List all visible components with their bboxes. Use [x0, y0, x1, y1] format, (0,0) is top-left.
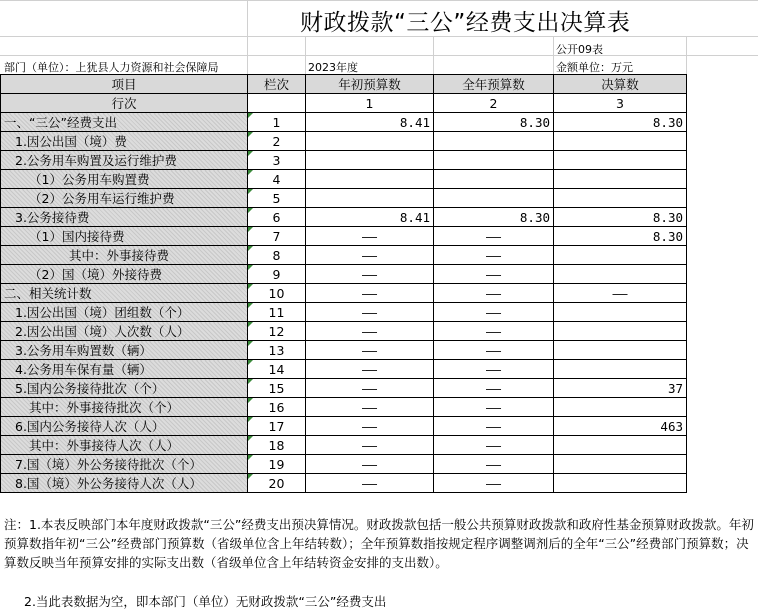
row-budget-full: ——	[434, 360, 554, 379]
row-item-label: （1）公务用车购置费	[1, 170, 248, 189]
form-number: 公开09表	[556, 43, 603, 56]
table-row	[1, 474, 758, 493]
row-number: 10	[248, 284, 306, 303]
row-budget-initial: ——	[306, 379, 434, 398]
table-row	[1, 227, 758, 246]
row-number: 12	[248, 322, 306, 341]
row-budget-initial: ——	[306, 341, 434, 360]
row-number: 5	[248, 189, 306, 208]
row-budget-full: ——	[434, 246, 554, 265]
note-2: 2.当此表数据为空，即本部门（单位）无财政拨款“三公”经费支出	[24, 594, 387, 609]
row-budget-initial: ——	[306, 417, 434, 436]
spacer-cell	[687, 379, 758, 398]
row-budget-full: ——	[434, 455, 554, 474]
spacer-cell	[687, 341, 758, 360]
row-number: 16	[248, 398, 306, 417]
row-budget-initial: 8.41	[306, 208, 434, 227]
table-row	[1, 246, 758, 265]
department-label: 部门（单位）：上犹县人力资源和社会保障局	[4, 61, 219, 74]
table-row	[1, 360, 758, 379]
row-item-label: （2）国（境）外接待费	[1, 265, 248, 284]
table-row	[1, 113, 758, 132]
row-final: 8.30	[554, 227, 687, 246]
table-row	[1, 208, 758, 227]
row-number: 7	[248, 227, 306, 246]
row-final	[554, 436, 687, 455]
spacer-cell	[687, 113, 758, 132]
table-row	[1, 341, 758, 360]
spacer-cell	[687, 189, 758, 208]
table-row	[1, 436, 758, 455]
row-budget-initial: ——	[306, 227, 434, 246]
fiscal-year: 2023年度	[308, 61, 358, 74]
row-item-label: 2.因公出国（境）人次数（人）	[1, 322, 248, 341]
amount-unit: 金额单位：万元	[556, 61, 633, 74]
row-item-label: 7.国（境）外公务接待批次（个）	[1, 455, 248, 474]
row-budget-full	[434, 189, 554, 208]
header-final: 决算数	[554, 75, 687, 94]
row-budget-full: ——	[434, 398, 554, 417]
row-budget-initial	[306, 189, 434, 208]
row-budget-initial: ——	[306, 360, 434, 379]
row-item-label: 其中：外事接待人次（人）	[1, 436, 248, 455]
row-number: 9	[248, 265, 306, 284]
table-row	[1, 284, 758, 303]
row-budget-initial: ——	[306, 303, 434, 322]
row-budget-full: 8.30	[434, 113, 554, 132]
table-row	[1, 398, 758, 417]
row-item-label: （1）国内接待费	[1, 227, 248, 246]
row-item-label: 二、相关统计数	[1, 284, 248, 303]
row-budget-initial: ——	[306, 398, 434, 417]
spacer-cell	[687, 455, 758, 474]
row-final	[554, 455, 687, 474]
row-index-blank	[248, 94, 306, 113]
row-final	[554, 246, 687, 265]
note-1: 注：1.本表反映部门本年度财政拨款“三公”经费支出预决算情况。财政拨款包括一般公共预算财政拨款和政府性基金预算财政拨款。年初预算数指年初“三公”经费部门预算数（省级单位含上年结转数）；全年预算数指按规定程序调整调剂后的全年“三公”经费部门预算数；决算数反映当年预算安排的实际支出数（省级单位含上年结转资金安排的支出数）。	[4, 517, 754, 570]
row-final	[554, 189, 687, 208]
row-final: ——	[554, 284, 687, 303]
row-final: 37	[554, 379, 687, 398]
row-budget-full: ——	[434, 417, 554, 436]
row-index-c1: 1	[306, 94, 434, 113]
row-final	[554, 341, 687, 360]
row-number: 18	[248, 436, 306, 455]
row-budget-full: ——	[434, 379, 554, 398]
row-item-label: 4.公务用车保有量（辆）	[1, 360, 248, 379]
row-final	[554, 474, 687, 493]
row-final	[554, 360, 687, 379]
row-final: 8.30	[554, 208, 687, 227]
spacer-cell	[687, 474, 758, 493]
row-budget-full: ——	[434, 474, 554, 493]
spacer-cell	[687, 322, 758, 341]
spacer-cell	[687, 151, 758, 170]
row-budget-initial	[306, 151, 434, 170]
row-final	[554, 170, 687, 189]
row-budget-full	[434, 132, 554, 151]
row-item-label: 其中：外事接待批次（个）	[1, 398, 248, 417]
row-item-label: 5.国内公务接待批次（个）	[1, 379, 248, 398]
table-header-row	[1, 75, 758, 94]
spacer-cell	[687, 284, 758, 303]
table-row	[1, 151, 758, 170]
table-row	[1, 170, 758, 189]
spacer-cell	[687, 398, 758, 417]
row-item-label: 其中：外事接待费	[1, 246, 248, 265]
row-number: 11	[248, 303, 306, 322]
row-number: 6	[248, 208, 306, 227]
table-row	[1, 455, 758, 474]
row-budget-full: ——	[434, 265, 554, 284]
row-final	[554, 132, 687, 151]
row-number: 19	[248, 455, 306, 474]
spacer-cell	[687, 94, 758, 113]
row-budget-initial: ——	[306, 455, 434, 474]
row-item-label: 3.公务用车购置数（辆）	[1, 341, 248, 360]
row-index-row	[1, 94, 758, 113]
spacer-cell	[687, 303, 758, 322]
table-row	[1, 189, 758, 208]
row-number: 17	[248, 417, 306, 436]
row-budget-initial	[306, 132, 434, 151]
row-budget-full: 8.30	[434, 208, 554, 227]
row-budget-full: ——	[434, 322, 554, 341]
row-number: 20	[248, 474, 306, 493]
table-row	[1, 265, 758, 284]
row-final	[554, 322, 687, 341]
row-number: 3	[248, 151, 306, 170]
table-row	[1, 132, 758, 151]
row-item-label: 3.公务接待费	[1, 208, 248, 227]
row-budget-full: ——	[434, 436, 554, 455]
row-final: 8.30	[554, 113, 687, 132]
report-title: 财政拨款“三公”经费支出决算表	[300, 10, 631, 36]
spacer-cell	[687, 227, 758, 246]
row-item-label: 8.国（境）外公务接待人次（人）	[1, 474, 248, 493]
row-number: 15	[248, 379, 306, 398]
row-budget-full: ——	[434, 341, 554, 360]
row-budget-full: ——	[434, 284, 554, 303]
row-budget-initial: ——	[306, 284, 434, 303]
expense-table	[0, 74, 758, 493]
row-item-label: 6.国内公务接待人次（人）	[1, 417, 248, 436]
row-final	[554, 398, 687, 417]
row-budget-initial: 8.41	[306, 113, 434, 132]
row-budget-initial: ——	[306, 322, 434, 341]
row-number: 1	[248, 113, 306, 132]
row-number: 8	[248, 246, 306, 265]
header-col-no: 栏次	[248, 75, 306, 94]
spacer-cell	[687, 132, 758, 151]
row-item-label: 1.因公出国（境）团组数（个）	[1, 303, 248, 322]
spacer-cell	[687, 265, 758, 284]
row-number: 2	[248, 132, 306, 151]
table-body	[1, 113, 758, 493]
spacer-cell	[687, 208, 758, 227]
header-budget-full: 全年预算数	[434, 75, 554, 94]
spacer-cell	[687, 417, 758, 436]
header-item: 项目	[1, 75, 248, 94]
spacer-cell	[687, 170, 758, 189]
table-row	[1, 417, 758, 436]
table-row	[1, 303, 758, 322]
spacer-cell	[687, 360, 758, 379]
row-budget-initial: ——	[306, 436, 434, 455]
row-budget-full	[434, 170, 554, 189]
row-item-label: 2.公务用车购置及运行维护费	[1, 151, 248, 170]
row-item-label: 一、“三公”经费支出	[1, 113, 248, 132]
row-budget-full: ——	[434, 227, 554, 246]
row-item-label: 1.因公出国（境）费	[1, 132, 248, 151]
table-row	[1, 379, 758, 398]
row-number: 13	[248, 341, 306, 360]
spacer-cell	[687, 436, 758, 455]
spacer-cell	[687, 246, 758, 265]
row-final: 463	[554, 417, 687, 436]
row-budget-initial: ——	[306, 265, 434, 284]
row-item-label: （2）公务用车运行维护费	[1, 189, 248, 208]
row-budget-initial: ——	[306, 246, 434, 265]
row-index-label: 行次	[1, 94, 248, 113]
header-budget-initial: 年初预算数	[306, 75, 434, 94]
row-budget-initial: ——	[306, 474, 434, 493]
row-index-c3: 3	[554, 94, 687, 113]
row-final	[554, 265, 687, 284]
row-final	[554, 151, 687, 170]
row-budget-full	[434, 151, 554, 170]
row-budget-full: ——	[434, 303, 554, 322]
spacer-cell	[687, 75, 758, 94]
row-index-c2: 2	[434, 94, 554, 113]
row-final	[554, 303, 687, 322]
table-row	[1, 322, 758, 341]
row-budget-initial	[306, 170, 434, 189]
row-number: 4	[248, 170, 306, 189]
row-number: 14	[248, 360, 306, 379]
